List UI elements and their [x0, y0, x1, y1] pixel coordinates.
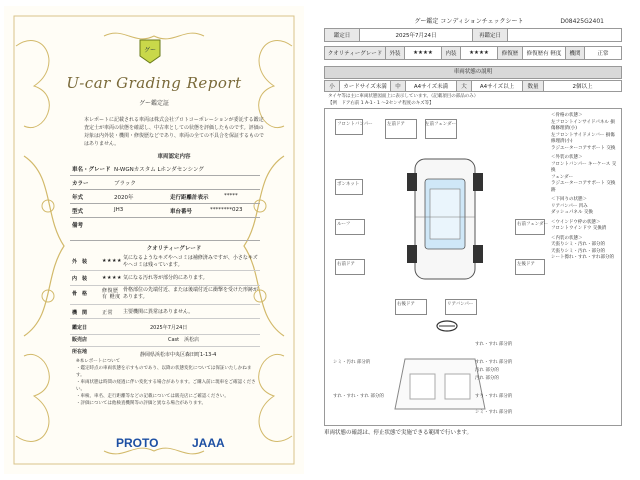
note-item: ・車両状態は時間の経過に伴い変化する場合があります。ご購入前に現車をご確認ください。: [76, 380, 256, 392]
footer-dealer: [70, 336, 260, 347]
note-item: ・評価については他検査機関等の評価と異なる場合があります。: [76, 401, 207, 406]
vehicle-name-label: 車名・グレード: [72, 167, 111, 173]
grade-interior-stars: ★★★★: [102, 275, 122, 281]
footer-dealer-label: 販売店: [72, 337, 88, 343]
car-top-view: [395, 149, 495, 289]
label-front-left-fender: 左前フェンダー: [425, 122, 457, 127]
exterior-stars: ★★★★: [405, 47, 442, 59]
remark-line: ダッシュパネル 交換: [551, 210, 593, 215]
reinspection-date-label: 再鑑定日: [473, 29, 508, 41]
grade-row-frame: [70, 286, 260, 305]
grade-engine-desc: 主要機関に異常はありません。: [123, 309, 194, 315]
remark-line: ＜下回りの状態＞: [551, 197, 587, 202]
grade-interior-label: 内 装: [72, 276, 88, 282]
legend-small-desc: カードサイズ未満: [340, 81, 391, 91]
goo-badge-icon: [136, 36, 164, 64]
vehicle-model-value: JH3: [114, 207, 124, 213]
quality-grade-title: クオリティーグレード: [146, 246, 202, 252]
remark-line: ラジエーターコアサポート 交換跡: [551, 181, 616, 193]
vehicle-diagram: [324, 108, 622, 426]
footer-address-label: 所在地: [72, 349, 88, 355]
legend-large: 大: [457, 81, 472, 91]
legend-medium-desc: A4サイズ未満: [406, 81, 457, 91]
interior-note: シミ・汚れ 部分的: [333, 360, 371, 365]
remark-line: ＜外装の状態＞: [551, 155, 583, 160]
remark-line: ＜内装の状態＞: [551, 235, 583, 241]
note-item: ・車検、車名、走行距離等などの記載については販売店にご確認ください。: [76, 394, 229, 399]
vehicle-section-title: 車両認定内容: [157, 154, 191, 160]
inspection-date-label: 鑑定日: [325, 29, 360, 41]
odometer-value: *****: [224, 193, 238, 199]
remark-line: フロントウインドウ 交換済: [551, 226, 607, 231]
remark-line: フロントバンパー キーケース 交換: [551, 161, 617, 173]
label-front-right-door: 右前ドア: [337, 262, 355, 267]
logo-bar: [4, 432, 304, 454]
vehicle-row-name: [70, 162, 260, 176]
interior-stars: ★★★★: [461, 47, 498, 59]
inspection-date-row: [324, 28, 622, 42]
remark-line: 左フロントサイドメンバー 損傷修理済(小): [551, 132, 615, 144]
vehicle-condition-title: 車両状態の説明: [324, 66, 622, 79]
footer-date: [70, 324, 260, 335]
interior-note: すれ・すれ 部分的: [475, 360, 513, 365]
vehicle-row-notes: [70, 218, 260, 241]
legend-count-desc: 2個以上: [572, 84, 593, 90]
grade-exterior-label: 外 装: [72, 259, 88, 265]
remark-line: リアバンパー 凹み: [551, 203, 588, 209]
remark-line: ラジエーターコアサポート 交換: [551, 145, 616, 151]
jaaa-logo: JAAA: [192, 436, 225, 450]
label-front-bumper: フロントバンパー: [337, 122, 373, 127]
label-roof: ルーフ: [337, 222, 351, 227]
footer-dealer-value: Cast 浜松店: [168, 337, 200, 343]
grade-frame-value: 修復歴有 軽度: [102, 288, 121, 300]
vehicle-year-label: 年式: [72, 195, 84, 201]
size-legend-row: [324, 80, 622, 92]
grade-frame-label: 骨 格: [72, 291, 88, 297]
report-title: U-car Grading Report: [66, 74, 242, 92]
vehicle-row-color: [70, 176, 260, 190]
interior-note: 汚れ 部分的: [475, 376, 499, 381]
grade-exterior-stars: ★★★★: [102, 258, 122, 264]
repair-history-value: 修復歴有 軽度: [523, 47, 566, 59]
interior-note: すれ・すれ・すれ 部分的: [333, 394, 384, 399]
grade-engine-label: 機 関: [72, 310, 88, 316]
label-rear-bumper: リアバンパー: [447, 302, 474, 307]
grade-exterior-desc: 気になるようなキズやヘコミは補修済みですが、小さなキズやヘコミは残っています。: [123, 255, 258, 268]
reinspection-date-value: [508, 29, 621, 41]
grade-engine-value: 正常: [102, 310, 114, 316]
sheet-footnote: 車両状態の確認は、停止状態で実施できる範囲で行います。: [324, 430, 473, 436]
chassis-value: ********023: [210, 207, 243, 213]
vehicle-year-value: 2020年: [114, 195, 134, 201]
grade-row-exterior: [70, 254, 260, 271]
footer-date-label: 鑑定日: [72, 325, 88, 331]
label-bonnet: ボンネット: [337, 182, 360, 187]
vehicle-model-label: 型式: [72, 209, 84, 215]
exterior-label: 外装: [386, 47, 405, 59]
proto-logo: PROTO: [116, 436, 159, 450]
vehicle-color-value: ブラック: [114, 181, 136, 187]
engine-label: 機関: [566, 47, 585, 59]
legend-note-2: 【例 ドア右前 1 A-1・1 ～2センチ程度のキズ等】: [328, 101, 434, 106]
legend-large-desc: A4サイズ以上: [472, 81, 523, 91]
notes-title: ※本レポートについて: [76, 359, 121, 364]
label-front-left-door: 左前ドア: [387, 122, 405, 127]
legend-count: 数量: [523, 81, 544, 91]
chassis-label: 車台番号: [170, 209, 193, 215]
inspection-date-value: 2025年7月24日: [360, 29, 473, 41]
remark-line: 天張りシミ・汚れ・部分的: [551, 242, 605, 247]
condition-remarks: [551, 113, 619, 262]
remark-line: 天張りシミ・汚れ・部分的: [551, 248, 605, 254]
remark-line: ＜ウインドウ枠の状態＞: [551, 219, 601, 225]
legend-small: 小: [325, 81, 340, 91]
report-subtitle: グー鑑定証: [138, 100, 169, 107]
footer-address: [70, 348, 260, 356]
vehicle-name-value: N-WGNカスタム Lホンダセンシング: [114, 167, 204, 173]
quality-grade-row: [324, 46, 622, 60]
label-rear-left-door: 左後ドア: [517, 262, 535, 267]
legend-medium: 中: [391, 81, 406, 91]
interior-note: シミ・すれ 部分的: [475, 410, 513, 415]
label-front-right-fender: 右前フェンダー: [517, 222, 549, 227]
note-item: ・鑑定時点の車両状態を示すものであり、以降の状態変化については保証いたしかねます。: [76, 366, 252, 378]
remark-line: シート擦れ・すれ・すれ部分的: [551, 255, 614, 260]
repair-history-label: 修復歴: [498, 47, 523, 59]
quality-grade-label: クオリティーグレード: [325, 47, 386, 59]
document-id: D08425G2401: [560, 18, 604, 25]
condition-check-sheet: [316, 16, 622, 456]
interior-label: 内装: [442, 47, 461, 59]
grade-row-interior: [70, 271, 260, 286]
interior-note: すり・すれ 部分的: [475, 394, 513, 399]
vehicle-color-label: カラー: [72, 181, 89, 187]
vehicle-row-year: [70, 190, 260, 204]
odometer-label: 走行距離計表示: [170, 195, 209, 201]
grading-certificate: [4, 6, 304, 474]
label-rear-right-door: 右後ドア: [397, 302, 415, 307]
grade-interior-desc: 気になる汚れ等が部分的にあります。: [123, 275, 208, 281]
grade-row-engine: [70, 305, 260, 319]
remark-line: 左フロントインサイドパネル 損傷修理済(小): [551, 119, 615, 131]
legend-note-1: タイヤ等は主に車両状態図面上に表示しています。（記載項目の部品のみ）: [328, 94, 479, 99]
engine-value: 正常: [597, 51, 609, 57]
steering-wheel-icon: [435, 319, 459, 333]
grade-frame-desc: 骨格部位の先端付近、または後端付近に衝撃を受けた形跡があります。: [123, 287, 259, 300]
interior-note: 汚れ 部分的: [475, 368, 499, 373]
report-intro: 本レポートに記載される車両は株式会社プロトコーポレーションが委託する鑑定査定士が車両の状態を確認し、中古車としての状態を評価したものです。評価の対象は内外装・機関・修復歴などであり、車両の全ての不具合を保証するものではありません。: [84, 117, 265, 147]
remark-line: ＜骨格の状態＞: [551, 113, 583, 118]
footer-date-value: 2025年7月24日: [150, 325, 188, 331]
vehicle-row-model: [70, 204, 260, 218]
interior-note: すれ・すれ 部分的: [475, 342, 513, 347]
vehicle-notes-label: 備考: [72, 223, 84, 229]
report-notes: [76, 358, 260, 407]
remark-line: フェンダー: [551, 174, 574, 180]
svg-text:グー: グー: [143, 47, 157, 54]
footer-address-value: 静岡県浜松市中央区森田町1-13-4: [140, 352, 217, 358]
sheet-title: グー鑑定 コンディションチェックシート: [414, 18, 524, 25]
